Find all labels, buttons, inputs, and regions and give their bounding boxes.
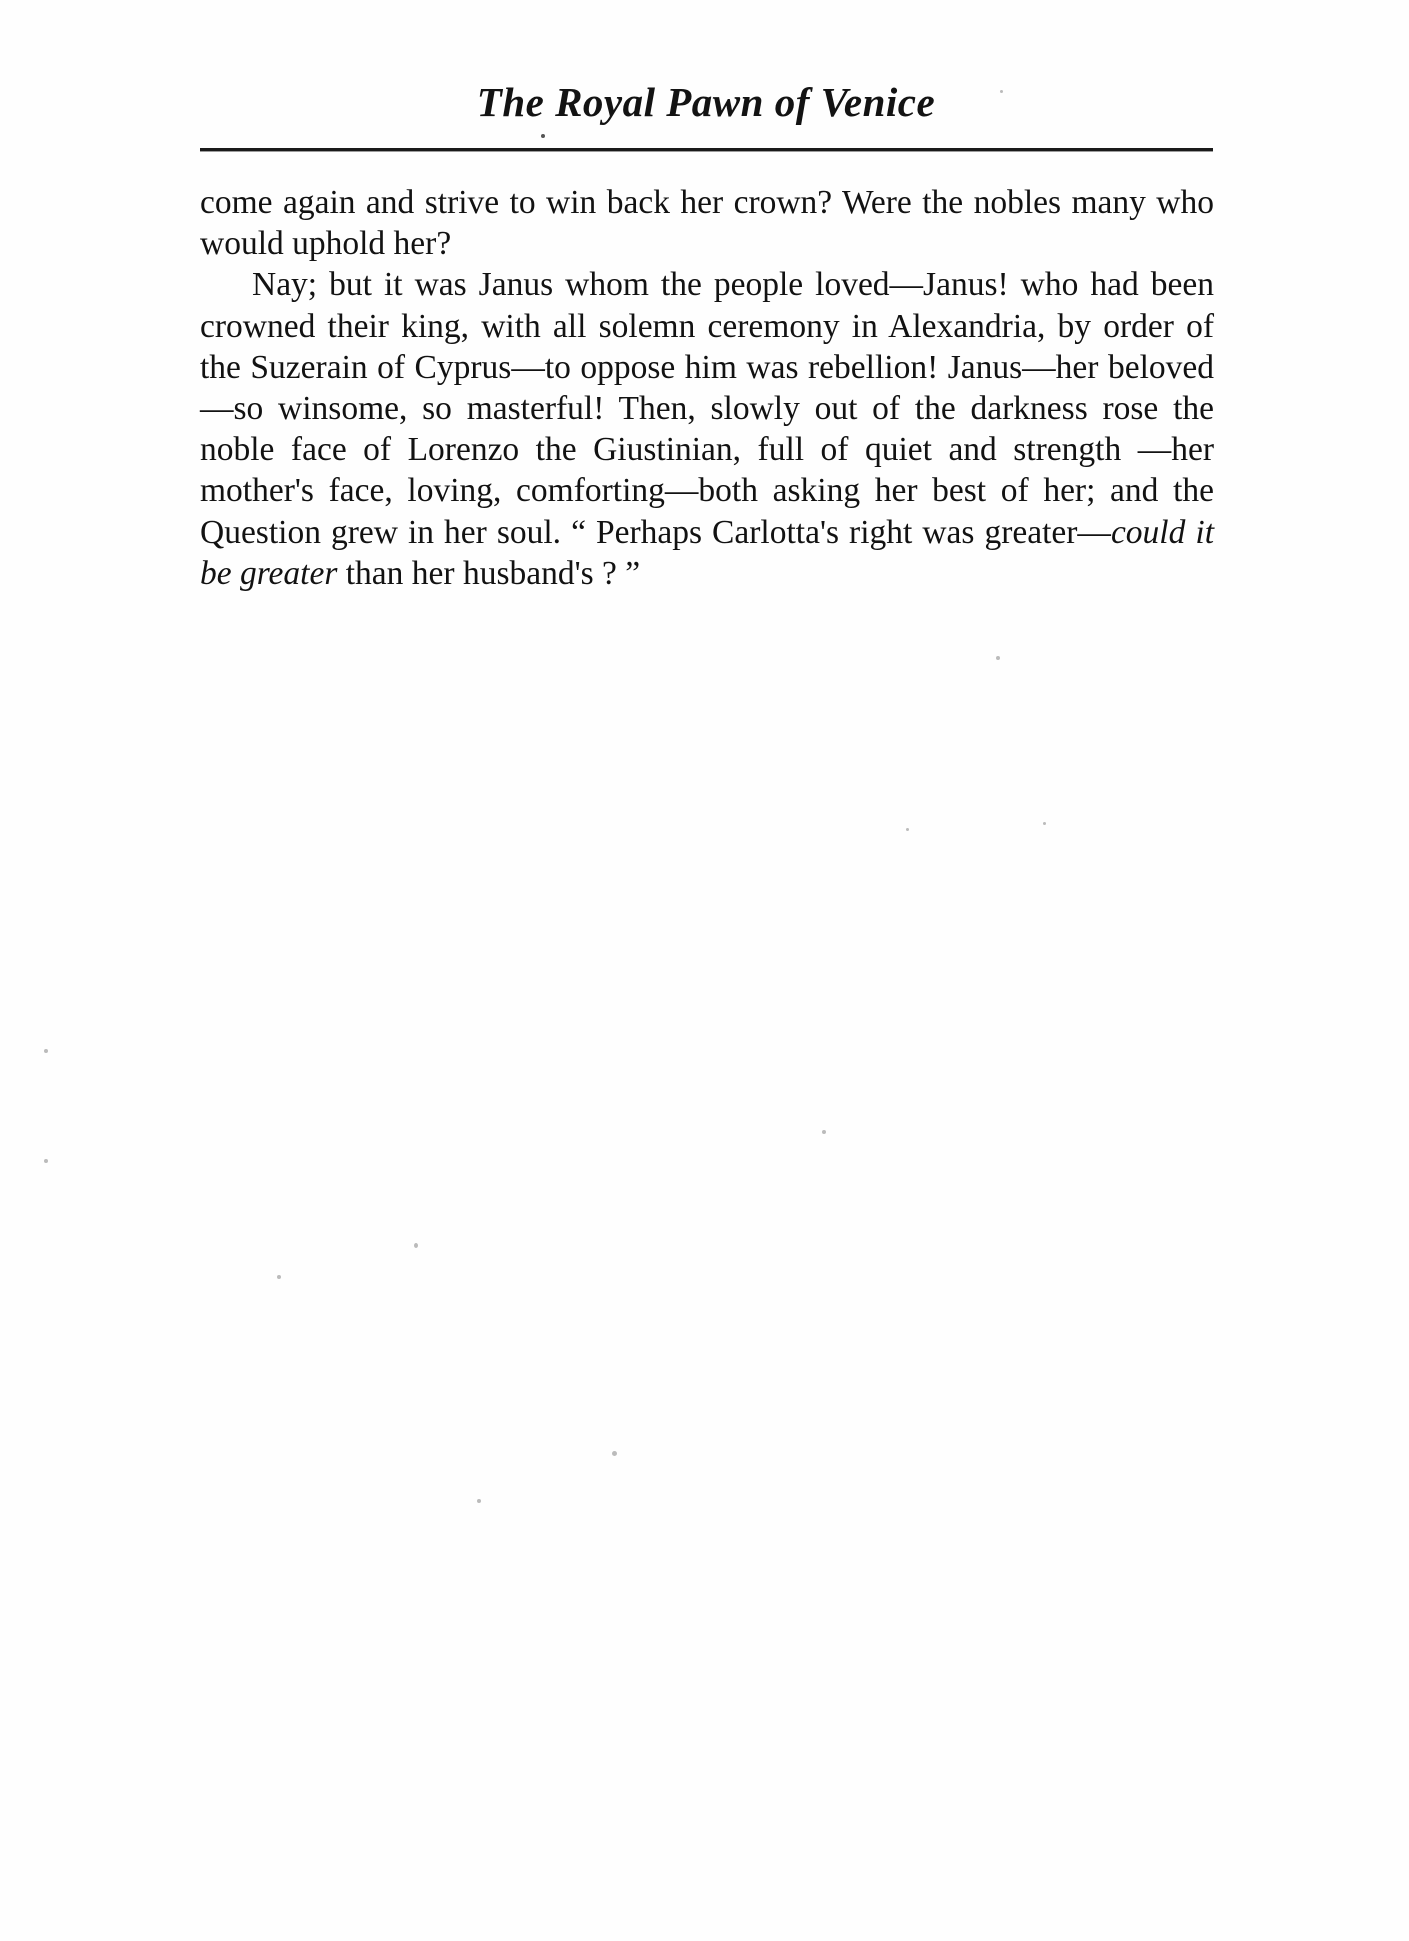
paper-speck	[541, 134, 545, 138]
paper-speck	[996, 656, 1000, 660]
paper-speck	[822, 1130, 826, 1134]
paper-speck	[44, 1159, 48, 1163]
header-divider-rule	[200, 148, 1213, 151]
running-head	[200, 78, 1212, 126]
paper-speck	[44, 1049, 48, 1053]
text-run-roman-2: than her husband's ? ”	[337, 554, 641, 592]
text-run-roman-1: Nay; but it was Janus whom the people loved—Janus! who had been crowned their king, with all solemn ceremony in Alexandria, by order of the Suzerain of Cyprus—to oppose him was rebellion! Janus—her beloved—so winsome, so masterful! Then, slowly out of the darkness rose the noble face of Lorenzo the Giustinian, full of quiet and strength —her mother's face, loving, comforting—both asking her best of her; and the Question grew in her soul. “ Perhaps Carlotta's right was greater—	[200, 266, 1214, 551]
paper-speck	[1043, 822, 1046, 825]
paper-speck	[906, 828, 909, 831]
paper-speck	[414, 1243, 418, 1248]
text-run-italic: could it be greater	[200, 513, 1214, 592]
paper-speck	[477, 1499, 481, 1503]
paragraph-continued: come again and strive to win back her crown? Were the nobles many who would uphold her?	[200, 184, 1214, 263]
paper-speck	[1000, 90, 1003, 93]
paragraph-nay	[200, 264, 1214, 594]
paper-speck	[277, 1275, 281, 1279]
body-text-block	[200, 182, 1214, 594]
page-title: The Royal Pawn of Venice	[476, 79, 936, 125]
paper-speck	[612, 1451, 617, 1456]
